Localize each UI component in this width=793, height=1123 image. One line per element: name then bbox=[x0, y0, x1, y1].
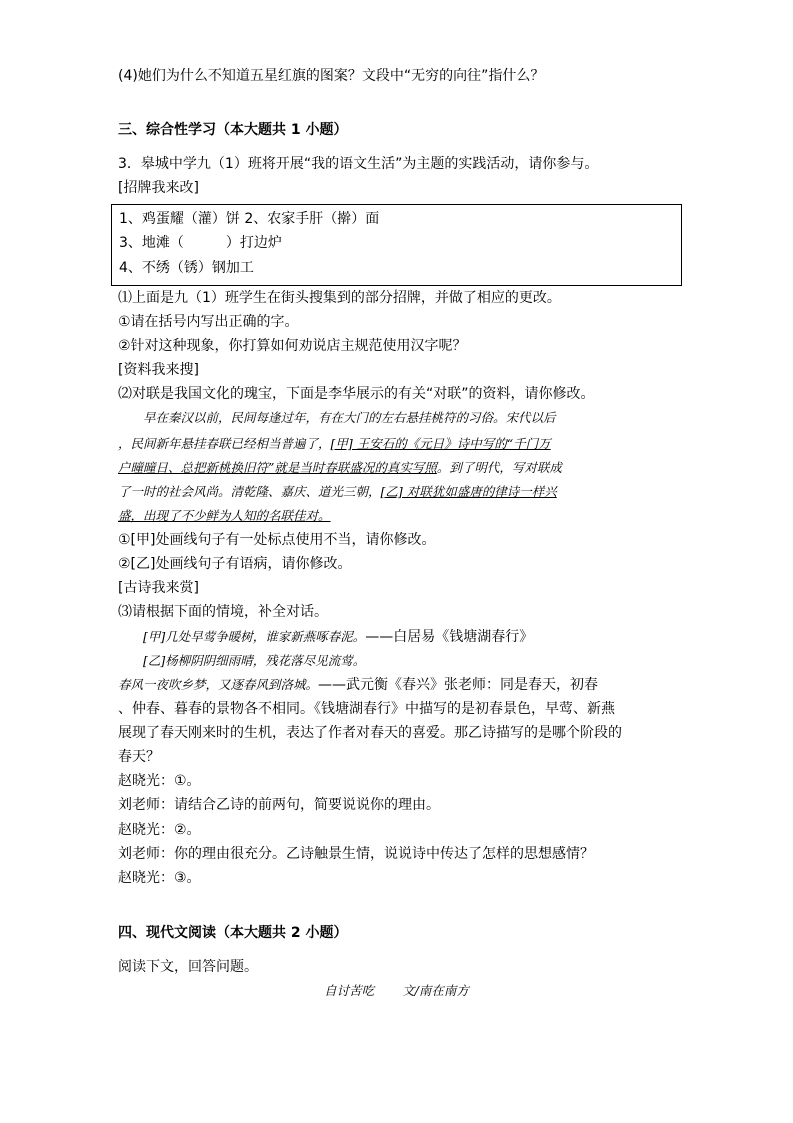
passage-line-4 bbox=[118, 482, 557, 502]
underlined-sentence-yi-cont: 盛，出现了不少鲜为人知的名联佳对。 bbox=[118, 508, 331, 523]
question-3-1b: ②针对这种现象，你打算如何劝说店主规范使用汉字呢？ bbox=[118, 338, 467, 354]
article-title-line bbox=[0, 981, 793, 999]
section-4-intro: 阅读下文，回答问题。 bbox=[118, 959, 258, 975]
passage-text: ，民间新年悬挂春联已经相当普遍了， bbox=[118, 436, 331, 451]
passage-line-2 bbox=[118, 434, 551, 454]
section-4-heading: 四、现代文阅读（本大题共 2 小题） bbox=[118, 925, 348, 941]
passage-line-1: 早在秦汉以前，民间每逢过年，有在大门的左右悬挂桃符的习俗。宋代以后 bbox=[118, 410, 556, 425]
poem-yi-text: [乙]杨柳阴阴细雨晴，残花落尽见流莺。 bbox=[118, 653, 366, 668]
passage-text: 了一时的社会风尚。清乾隆、嘉庆、道光三朝， bbox=[118, 484, 381, 499]
dialog-line-5: 刘老师：请结合乙诗的前两句，简要说说你的理由。 bbox=[118, 797, 440, 813]
tag-poetry: [古诗我来赏] bbox=[118, 580, 199, 596]
tag-signboard: [招牌我来改] bbox=[118, 180, 199, 196]
poem-yi-source: ——武元衡《春兴》张老师：同是春天，初春 bbox=[318, 677, 599, 693]
question-3-2: ⑵对联是我国文化的瑰宝，下面是李华展示的有关“对联”的资料，请你修改。 bbox=[118, 386, 595, 402]
poem-jia-source: ——白居易《钱塘湖春行》 bbox=[365, 629, 534, 645]
poem-yi-text-2: 春风一夜吹乡梦，又逐春风到洛城。 bbox=[118, 677, 319, 692]
poem-jia-text: [甲]几处早莺争暖树，谁家新燕啄春泥。 bbox=[118, 629, 366, 644]
dialog-line-8: 赵晓光：③。 bbox=[118, 870, 201, 886]
sign-line-2: 3、地滩（ ）打边炉 bbox=[119, 235, 282, 251]
question-3-2a: ①[甲]处画线句子有一处标点使用不当，请你修改。 bbox=[118, 532, 436, 548]
question-4: (4)她们为什么不知道五星红旗的图案？文段中“无穷的向往”指什么？ bbox=[118, 68, 545, 84]
passage-text: 。到了明代，写对联成 bbox=[436, 460, 562, 475]
section-3-heading: 三、综合性学习（本大题共 1 小题） bbox=[118, 122, 348, 138]
underlined-sentence-yi: [乙] 对联犹如盛唐的律诗一样兴 bbox=[380, 484, 557, 499]
sign-line-1: 1、鸡蛋耀（灌）饼 2、农家手肝（擀）面 bbox=[119, 211, 380, 227]
dialog-line-1: 、仲春、暮春的景物各不相同。《钱塘湖春行》中描写的是初春景色，早莺、新燕 bbox=[118, 701, 615, 717]
sign-line-3: 4、不绣（锈）钢加工 bbox=[119, 260, 254, 276]
article-title: 自讨苦吃 bbox=[324, 983, 375, 998]
dialog-line-6: 赵晓光：②。 bbox=[118, 822, 201, 838]
article-author: 文/南在南方 bbox=[402, 983, 469, 998]
passage-line-3 bbox=[118, 458, 562, 478]
underlined-sentence-jia-cont: 户曈曈日、总把新桃换旧符”就是当时春联盛况的真实写照 bbox=[118, 460, 437, 475]
dialog-line-7: 刘老师：你的理由很充分。乙诗触景生情，说说诗中传达了怎样的思想感情？ bbox=[118, 846, 594, 862]
dialog-line-3: 春天？ bbox=[118, 749, 160, 765]
question-3-1a: ①请在括号内写出正确的字。 bbox=[118, 314, 299, 330]
poem-jia-line bbox=[118, 627, 533, 647]
dialog-line-4: 赵晓光：①。 bbox=[118, 773, 201, 789]
question-3-2b: ②[乙]处画线句子有语病，请你修改。 bbox=[118, 556, 352, 572]
signboard-box bbox=[111, 204, 682, 286]
dialog-line-2: 展现了春天刚来时的生机，表达了作者对春天的喜爱。那乙诗描写的是哪个阶段的 bbox=[118, 725, 622, 741]
underlined-sentence-jia: [甲] 王安石的《元日》诗中写的“千门万 bbox=[330, 436, 551, 451]
tag-research: [资料我来搜] bbox=[118, 362, 199, 378]
section-3-intro: 3．皋城中学九（1）班将开展“我的语文生活”为主题的实践活动，请你参与。 bbox=[118, 156, 599, 172]
question-3-1: ⑴上面是九（1）班学生在街头搜集到的部分招牌，并做了相应的更改。 bbox=[118, 290, 561, 306]
question-3-3: ⑶请根据下面的情境，补全对话。 bbox=[118, 604, 328, 620]
poem-yi-line-2 bbox=[118, 675, 598, 695]
